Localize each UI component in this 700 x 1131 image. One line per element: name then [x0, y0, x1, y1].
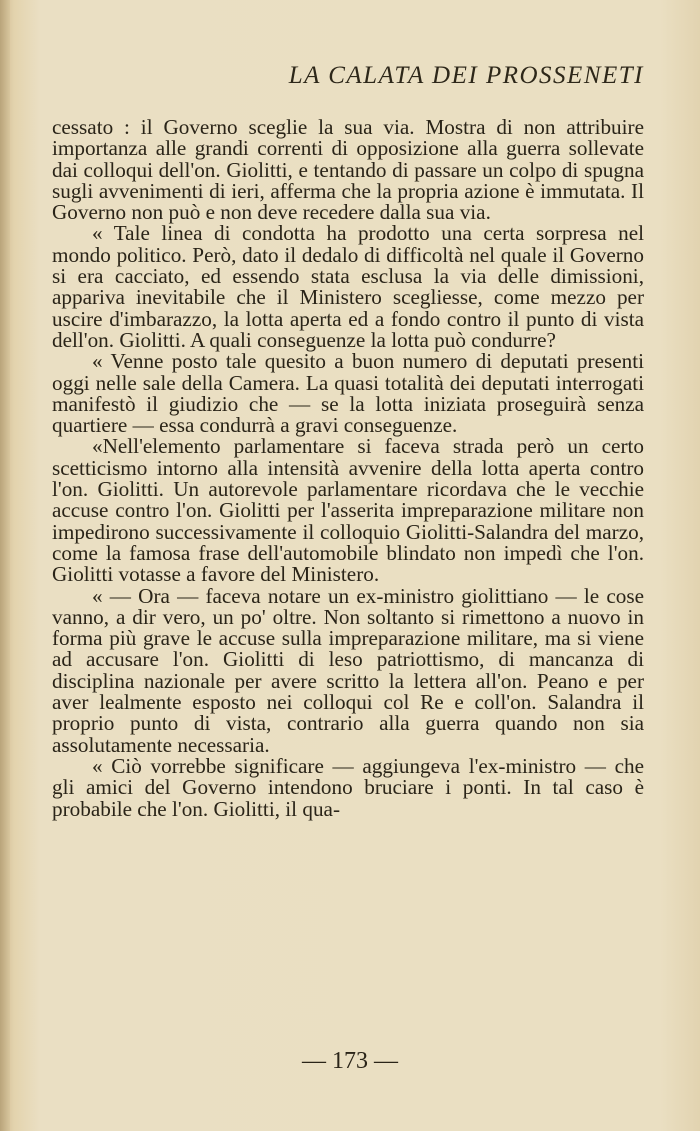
paragraph: «Nell'elemento parlamentare si faceva strada però un certo scetticismo intorno alla intensità avvenire della lotta aperta contro l'on. Giolitti. Un autorevole parlamentare ricordava che le vecchie accuse contro l'on. Giolitti per l'asserita impreparazione militare non impedirono successivamente il colloquio Giolitti-Salandra del marzo, come la famosa frase dell'automobile blindato non impedì che l'on. Giolitti votasse a favore del Ministero.	[52, 434, 644, 587]
body-text	[52, 117, 644, 820]
paragraph: cessato : il Governo sceglie la sua via. Mostra di non attribuire importanza alle grandi correnti di opposizione alla guerra sollevate dai colloqui dell'on. Giolitti, e tentando di passare un colpo di spugna sugli avvenimenti di ieri, afferma che la propria azione è immutata. Il Governo non può e non deve recedere dalla sua via.	[52, 115, 644, 225]
page-spine-shadow	[0, 0, 10, 1131]
paragraph: « — Ora — faceva notare un ex-ministro giolittiano — le cose vanno, a dir vero, un po' oltre. Non soltanto si rimettono a nuovo in forma più grave le accuse sulla impreparazione militare, ma si viene ad accusare l'on. Giolitti di leso patriottismo, di mancanza di disciplina nazionale per avere scritto la lettera all'on. Peano e per aver lealmente esposto nei colloqui col Re e coll'on. Salandra il proprio punto di vista, contrario alla guerra quando non sia assolutamente necessaria.	[52, 583, 644, 757]
page-number: — 173 —	[302, 1048, 398, 1074]
paragraph: « Tale linea di condotta ha prodotto una certa sorpresa nel mondo politico. Però, dato il dedalo di difficoltà nel quale il Governo si era cacciato, ed essendo stata esclusa la via delle dimissioni, appariva inevitabile che il Ministero scegliesse, come mezzo per uscire d'imbarazzo, la lotta aperta ed a fondo contro il punto di vista dell'on. Giolitti. A quali conseguenze la lotta può condurre?	[52, 221, 644, 352]
paragraph: « Ciò vorrebbe significare — aggiungeva l'ex-ministro — che gli amici del Governo intendono bruciare i ponti. In tal caso è probabile che l'on. Giolitti, il qua-	[52, 753, 644, 821]
paragraph: « Venne posto tale quesito a buon numero di deputati presenti oggi nelle sale della Camera. La quasi totalità dei deputati interrogati manifestò il giudizio che — se la lotta iniziata proseguirà senza quartiere — essa condurrà a gravi conseguenze.	[52, 349, 644, 438]
running-header: LA CALATA DEI PROSSENETI	[288, 62, 644, 89]
